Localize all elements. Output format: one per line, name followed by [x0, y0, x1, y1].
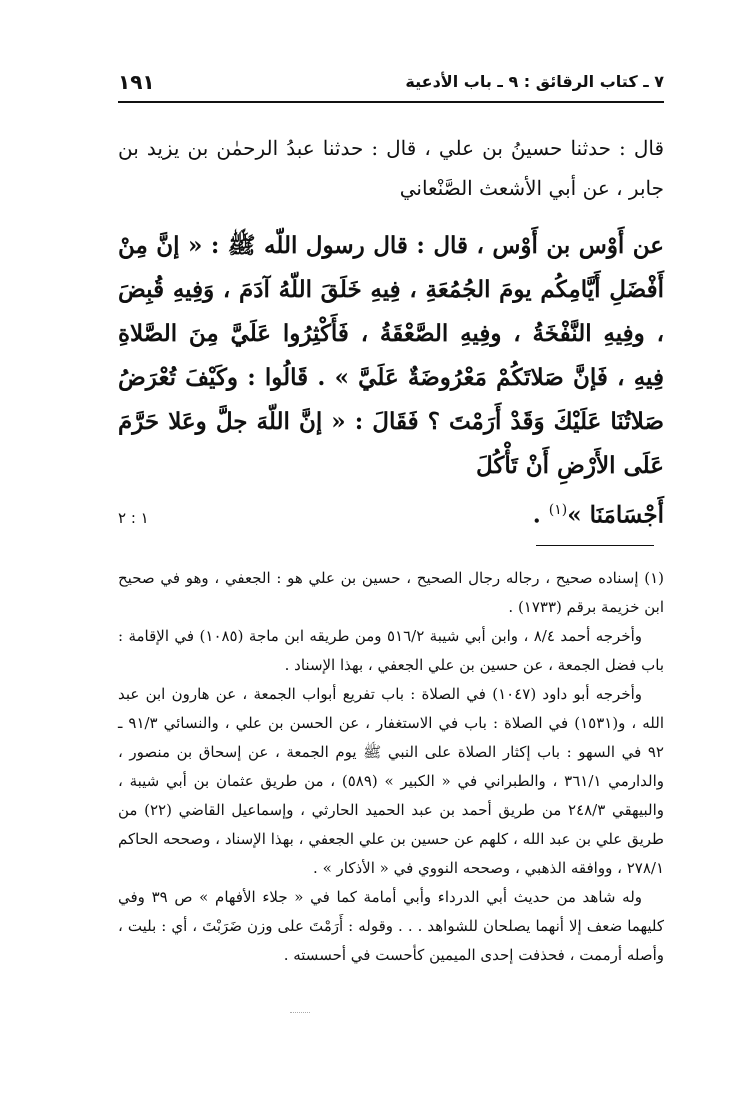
page-number: ١٩١	[118, 70, 155, 94]
footnote-paragraph-3: وأخرجه أبو داود (١٠٤٧) في الصلاة : باب تفريع أبواب الجمعة ، عن هارون ابن عبد الله ، و(١٥٣١) في الصلاة : باب في الاستغفار ، عن الحسن بن علي ، والنسائي ٩١/٣ ـ ٩٢ في السهو : باب إكثار الصلاة على النبي ﷺ يوم الجمعة ، عن إسحاق بن منصور ، والدارمي ٣٦١/١ ، والطبراني في « الكبير » (٥٨٩) ، من طريق عثمان بن أبي شيبة ، والبيهقي ٢٤٨/٣ من طريق أحمد بن عبد الحميد الحارثي ، وإسماعيل القاضي (٢٢) من طريق علي بن عبد الله ، كلهم عن حسين بن علي الجعفي ، بهذا الإسناد ، وصححه الحاكم ٢٧٨/١ ، ووافقه الذهبي ، وصححه النووي في « الأذكار » .	[118, 685, 665, 877]
footnote-marker: (١)	[548, 502, 568, 518]
hadith-last-words: أَجْسَامَنَا »	[567, 501, 664, 529]
hadith-body: عن أَوْس بن أَوْس ، قال : قال رسول اللّه ﷺ : « إنَّ مِنْ أَفْضَلِ أَيَّامِكُم يومَ الجُمُعَةِ ، فِيهِ خَلَقَ اللّهُ آدَمَ ، وَفِيهِ قُبِضَ ، وفِيهِ النَّفْخَةُ ، وفِيهِ الصَّعْقَةُ ، فَأَكْثِرُوا عَلَيَّ مِنَ الصَّلاةِ فِيهِ ، فَإنَّ صَلاتَكُمْ مَعْرُوضَةٌ عَلَيَّ » . قَالُوا : وكَيْفَ تُعْرَضُ صَلاتُنَا عَلَيْكَ وَقَدْ أَرَمْتَ ؟ فَقَالَ : « إنَّ اللّهَ جلَّ وعَلا حَرَّمَ عَلَى الأَرْضِ أَنْ تَأْكُلَ	[118, 232, 664, 479]
page-header	[118, 72, 664, 100]
hadith-last-line	[118, 488, 664, 540]
isnad-text: قال : حدثنا حسينُ بن علي ، قال : حدثنا عبدُ الرحمٰن بن يزيد بن جابر ، عن أبي الأشعث الصَّنْعاني	[118, 136, 664, 200]
footnotes	[118, 564, 664, 970]
header-divider	[118, 101, 664, 103]
footnote-divider	[536, 545, 654, 546]
hadith-ending	[533, 488, 664, 538]
footnote-1: (١) إسناده صحيح ، رجاله رجال الصحيح ، حسين بن علي هو : الجعفي ، وهو في صحيح ابن خزيمة برقم (١٧٣٣) .	[118, 569, 664, 616]
chapter-heading: ٧ ـ كتاب الرقائق : ٩ ـ باب الأدعية	[405, 72, 664, 91]
footnote-paragraph-4: وله شاهد من حديث أبي الدرداء وأبي أمامة كما في « جلاء الأفهام » ص ٣٩ وفي كليهما ضعف إلا أنهما يصلحان للشواهد . . . وقوله : أَرَمْتَ على وزن ضَرَبْتَ ، أي : بليت ، وأصله أرممت ، فحذفت إحدى الميمين كأحست في أحسسته .	[118, 888, 664, 964]
hadith-reference: ١ : ٢	[118, 508, 149, 527]
hadith-end-mark: .	[532, 501, 541, 529]
hadith-text	[118, 224, 664, 540]
scan-mark	[290, 1012, 310, 1019]
footnote-paragraph-2: وأخرجه أحمد ٨/٤ ، وابن أبي شيبة ٥١٦/٢ ومن طريقه ابن ماجة (١٠٨٥) في الإقامة : باب فضل الجمعة ، عن حسين بن علي الجعفي ، بهذا الإسناد .	[118, 627, 664, 674]
